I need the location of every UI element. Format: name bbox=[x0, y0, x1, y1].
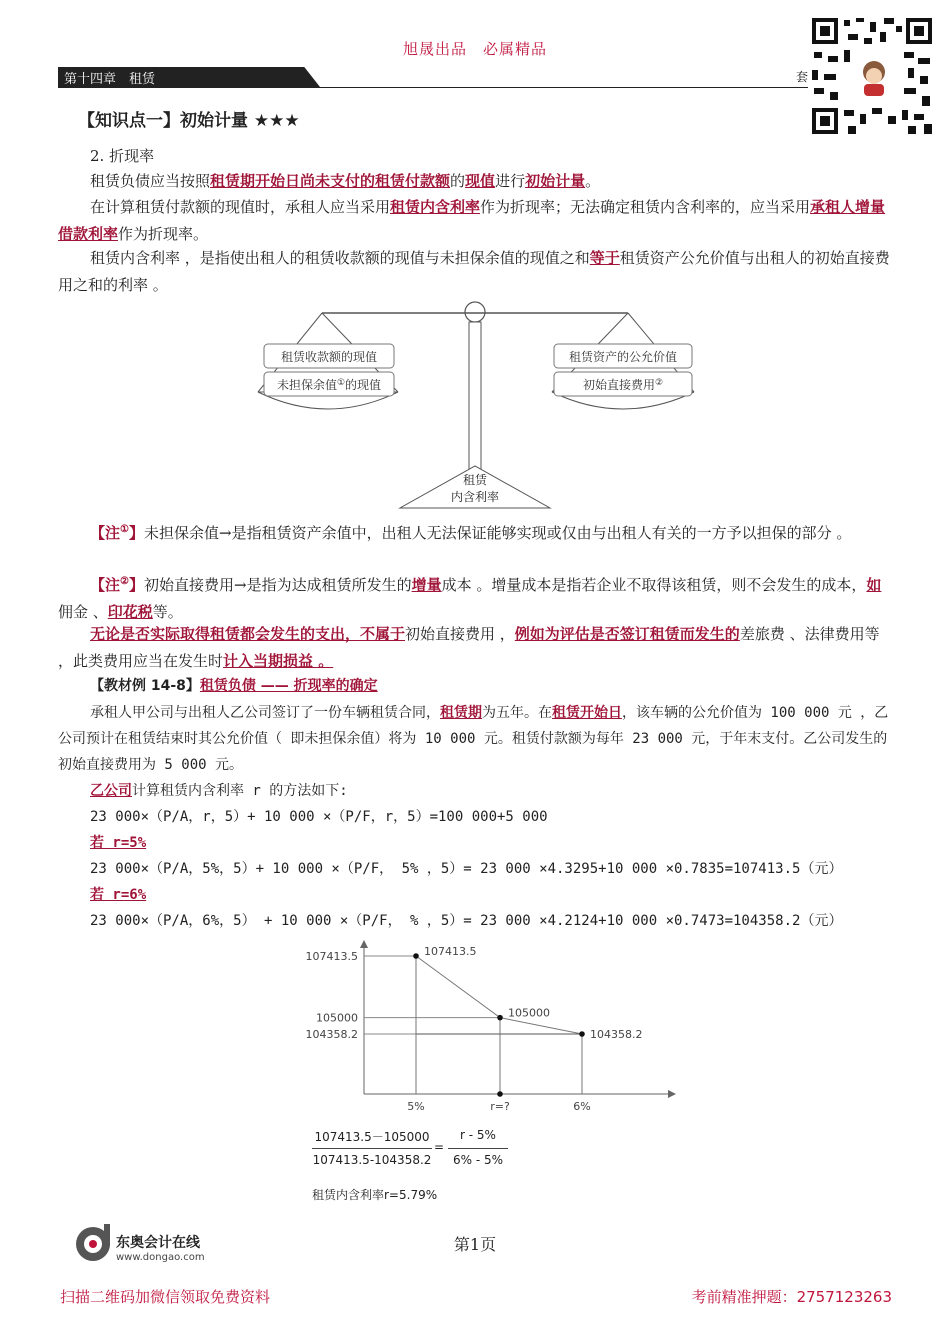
example-heading: 【教材例 14-8】租赁负债 —— 折现率的确定 bbox=[90, 678, 378, 694]
axis-marker-dot bbox=[497, 1091, 503, 1097]
calc-intro: 乙公司计算租赁内含利率 r 的方法如下: bbox=[90, 783, 348, 799]
interpolation-chart bbox=[300, 938, 680, 1118]
data-point-1 bbox=[497, 1015, 503, 1021]
y-tick-label-1: 105000 bbox=[316, 1011, 358, 1025]
svg-text:内含利率: 内含利率 bbox=[450, 490, 500, 504]
y-tick-label-0: 107413.5 bbox=[305, 950, 358, 963]
irr-result: 租赁内含利率r=5.79% bbox=[312, 1188, 438, 1202]
formula-general: 23 000×（P/A，r，5）+ 10 000 ×（P/F，r，5）=100 000+5 000 bbox=[90, 809, 548, 825]
fraction-right-denominator: 6% - 5% bbox=[452, 1153, 504, 1167]
case-5-percent: 若 r=5% bbox=[90, 835, 147, 851]
fraction-equals: = bbox=[434, 1140, 445, 1154]
knowledge-point-title: 【知识点一】初始计量 ★★★ bbox=[78, 111, 300, 131]
svg-text:租赁收款额的现值: 租赁收款额的现值 bbox=[280, 350, 378, 364]
paragraph-1: 租赁负债应当按照租赁期开始日尚未支付的租赁付款额的现值进行初始计量。 bbox=[90, 172, 601, 190]
section-heading: 2. 折现率 bbox=[90, 147, 155, 165]
paragraph-3: 租赁内含利率 ，是指使出租人的租赁收款额的现值与未担保余值的现值之和等于租赁资产公允价值与出租人的初始直接费用之和的利率 。 bbox=[58, 249, 890, 294]
chapter-title: 第十四章 租赁 bbox=[64, 72, 156, 87]
scale-pillar bbox=[469, 322, 481, 474]
note-1: 【注①】未担保余值→是指租赁资产余值中，出租人无法保证能够实现或仅由与出租人有关的一方予以担保的部分 。 bbox=[90, 524, 852, 542]
note-2: 【注②】初始直接费用→是指为达成租赁所发生的增量成本 。增量成本是指若企业不取得该租赁，则不会发生的成本，如佣金 、印花税等。 bbox=[58, 576, 882, 621]
footer-contact: 考前精准押题：2757123263 bbox=[691, 1288, 892, 1306]
data-label-2: 104358.2 bbox=[590, 1028, 643, 1041]
scale-pivot bbox=[465, 302, 485, 322]
data-point-2 bbox=[579, 1031, 585, 1037]
example-text: 承租人甲公司与出租人乙公司签订了一份车辆租赁合同，租赁期为五年。在租赁开始日，该车辆的公允价值为 100 000 元 ，乙公司预计在租赁结束时其公允价值（ 即未担保余值）将为 10 000 元。租赁付款额为每年 23 000 元，于年末支付。乙公司发生的初始直接费用为 5 000 元。 bbox=[58, 705, 889, 773]
data-label-0: 107413.5 bbox=[424, 945, 477, 958]
svg-text:租赁: 租赁 bbox=[462, 473, 488, 487]
dongao-url: www.dongao.com bbox=[116, 1252, 205, 1263]
chapter-tail: 套 bbox=[796, 70, 809, 84]
fraction-right-bar bbox=[448, 1148, 508, 1149]
dongao-logo-text: 东奥会计在线 bbox=[116, 1235, 200, 1251]
footer-qr-note: 扫描二维码加微信领取免费资料 bbox=[60, 1288, 271, 1306]
data-label-1: 105000 bbox=[508, 1006, 550, 1020]
series-line bbox=[416, 956, 582, 1034]
fraction-left-bar bbox=[312, 1148, 432, 1149]
x-tick-label-2: 6% bbox=[573, 1100, 591, 1113]
formula-6-percent: 23 000×（P/A，6%，5） + 10 000 ×（P/F， % ，5）= 23 000 ×4.2124+10 000 ×0.7473=104358.2（元） bbox=[90, 913, 843, 929]
header-slogan: 旭晟出品 必属精品 bbox=[402, 40, 547, 58]
y-tick-label-2: 104358.2 bbox=[305, 1028, 358, 1041]
svg-text:初始直接费用②: 初始直接费用② bbox=[582, 378, 664, 392]
paragraph-4: 无论是否实际取得租赁都会发生的支出，不属于初始直接费用 ，例如为评估是否签订租赁而发生的差旅费 、法律费用等 ，此类费用应当在发生时计入当期损益 。 bbox=[58, 625, 880, 670]
balance-scale-diagram bbox=[252, 298, 698, 514]
fraction-left-numerator: 107413.5－105000 bbox=[314, 1130, 430, 1144]
fraction-left-denominator: 107413.5-104358.2 bbox=[312, 1153, 432, 1167]
case-6-percent: 若 r=6% bbox=[90, 887, 147, 903]
page-number: 第1页 bbox=[453, 1235, 497, 1254]
fraction-right-numerator: r - 5% bbox=[460, 1128, 496, 1142]
qr-code-image bbox=[808, 14, 936, 138]
header-rule bbox=[58, 87, 808, 88]
paragraph-2: 在计算租赁付款额的现值时，承租人应当采用租赁内含利率作为折现率；无法确定租赁内含利率的，应当采用承租人增量借款利率作为折现率。 bbox=[58, 198, 886, 243]
x-tick-label-0: 5% bbox=[407, 1100, 425, 1113]
svg-text:租赁资产的公允价值: 租赁资产的公允价值 bbox=[568, 350, 678, 364]
svg-text:未担保余值①的现值: 未担保余值①的现值 bbox=[276, 378, 382, 392]
formula-5-percent: 23 000×（P/A，5%，5）+ 10 000 ×（P/F， 5% ，5）= 23 000 ×4.3295+10 000 ×0.7835=107413.5（元） bbox=[90, 861, 843, 877]
x-tick-label-1: r=? bbox=[490, 1100, 510, 1113]
data-point-0 bbox=[413, 953, 419, 959]
